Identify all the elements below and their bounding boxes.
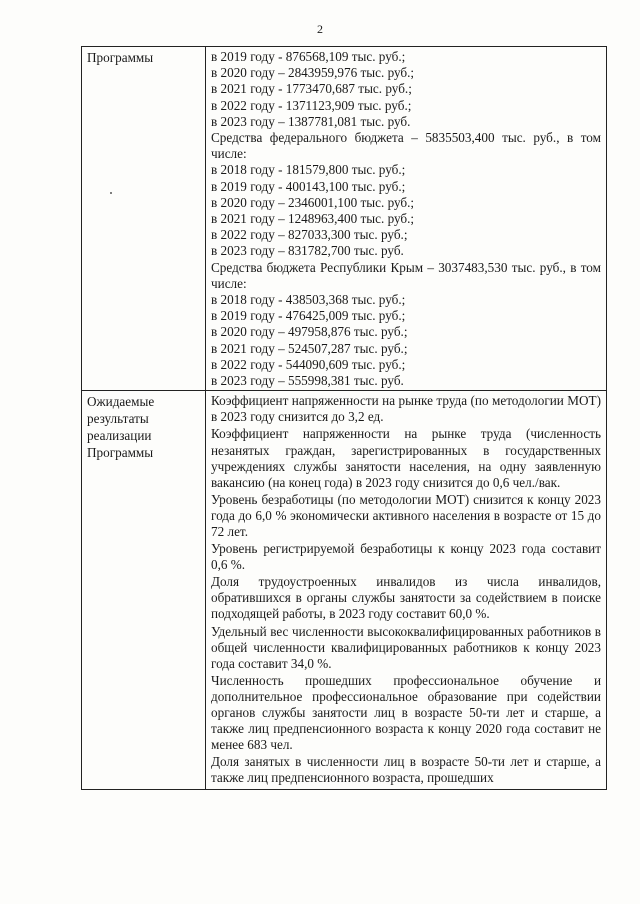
- funding-line: в 2022 году - 1371123,909 тыс. руб.;: [211, 97, 412, 113]
- table-row-programs: [82, 47, 607, 391]
- row-label-expected-results: Ожидаемые результаты реализации Программы: [82, 391, 206, 789]
- result-paragraph: Доля трудоустроенных инвалидов из числа инвалидов, обратившихся в органы службы занятости за содействием в поиске подходящей работы, в 2023 году составит 60,0 %.: [211, 574, 601, 622]
- crimea-line: в 2019 году - 476425,009 тыс. руб.;: [211, 308, 406, 324]
- funding-line: в 2019 году - 876568,109 тыс. руб.;: [211, 49, 406, 64]
- result-paragraph: Уровень безработицы (по методологии МОТ) снизится к концу 2023 года до 6,0 % экономически активного населения в возрасте от 15 до 72 лет.: [211, 491, 601, 540]
- funding-cell: [206, 47, 607, 391]
- crimea-line: в 2022 году - 544090,609 тыс. руб.;: [211, 356, 406, 372]
- table-row-expected-results: [82, 391, 607, 789]
- federal-line: в 2021 году – 1248963,400 тыс. руб.;: [211, 211, 415, 227]
- funding-line: в 2020 году – 2843959,976 тыс. руб.;: [211, 65, 415, 81]
- result-paragraph: Коэффициент напряженности на рынке труда (по методологии МОТ) в 2023 году снизится до 3,2 ед.: [211, 393, 601, 425]
- federal-line: в 2020 году – 2346001,100 тыс. руб.;: [211, 194, 415, 210]
- crimea-line: в 2020 году – 497958,876 тыс. руб.;: [211, 324, 408, 340]
- row-label-programs: Программы: [82, 47, 206, 391]
- federal-line: в 2018 году - 181579,800 тыс. руб.;: [211, 162, 406, 178]
- crimea-line: в 2021 году – 524507,287 тыс. руб.;: [211, 340, 408, 356]
- result-paragraph: Коэффициент напряженности на рынке труда (численность незанятых граждан, зарегистрированных в государственных учреждениях службы занятости населения, на одну заявленную вакансию (на конец года) в 2023 году снизится до 0,6 чел./вак.: [211, 426, 601, 490]
- page-number: 2: [317, 22, 323, 36]
- result-paragraph: Доля занятых в численности лиц в возрасте 50-ти лет и старше, а также лиц предпенсионного возраста, прошедших: [211, 754, 601, 786]
- program-passport-table: [81, 46, 607, 790]
- expected-results-cell: [206, 391, 607, 789]
- result-paragraph: Уровень регистрируемой безработицы к концу 2023 года составит 0,6 %.: [211, 541, 601, 573]
- federal-line: в 2023 году – 831782,700 тыс. руб.: [211, 243, 404, 259]
- crimea-budget-intro: Средства бюджета Республики Крым – 3037483,530 тыс. руб., в том числе:: [211, 259, 601, 291]
- funding-line: в 2023 году – 1387781,081 тыс. руб.: [211, 113, 411, 129]
- federal-line: в 2019 году - 400143,100 тыс. руб.;: [211, 178, 406, 194]
- crimea-line: в 2018 году - 438503,368 тыс. руб.;: [211, 292, 406, 308]
- result-paragraph: Численность прошедших профессиональное обучение и дополнительное профессиональное образование при содействии органов службы занятости лиц в возрасте 50-ти лет и старше, а также лиц предпенсионного возраста к концу 2020 года составит не менее 683 чел.: [211, 672, 601, 753]
- federal-line: в 2022 году – 827033,300 тыс. руб.;: [211, 227, 408, 243]
- result-paragraph: Удельный вес численности высококвалифицированных работников в общей численности квалифицированных работников к концу 2023 года составит 34,0 %.: [211, 623, 601, 671]
- federal-budget-intro: Средства федерального бюджета – 5835503,400 тыс. руб., в том числе:: [211, 130, 601, 162]
- funding-line: в 2021 году - 1773470,687 тыс. руб.;: [211, 81, 412, 97]
- crimea-line: в 2023 году – 555998,381 тыс. руб.: [211, 373, 404, 389]
